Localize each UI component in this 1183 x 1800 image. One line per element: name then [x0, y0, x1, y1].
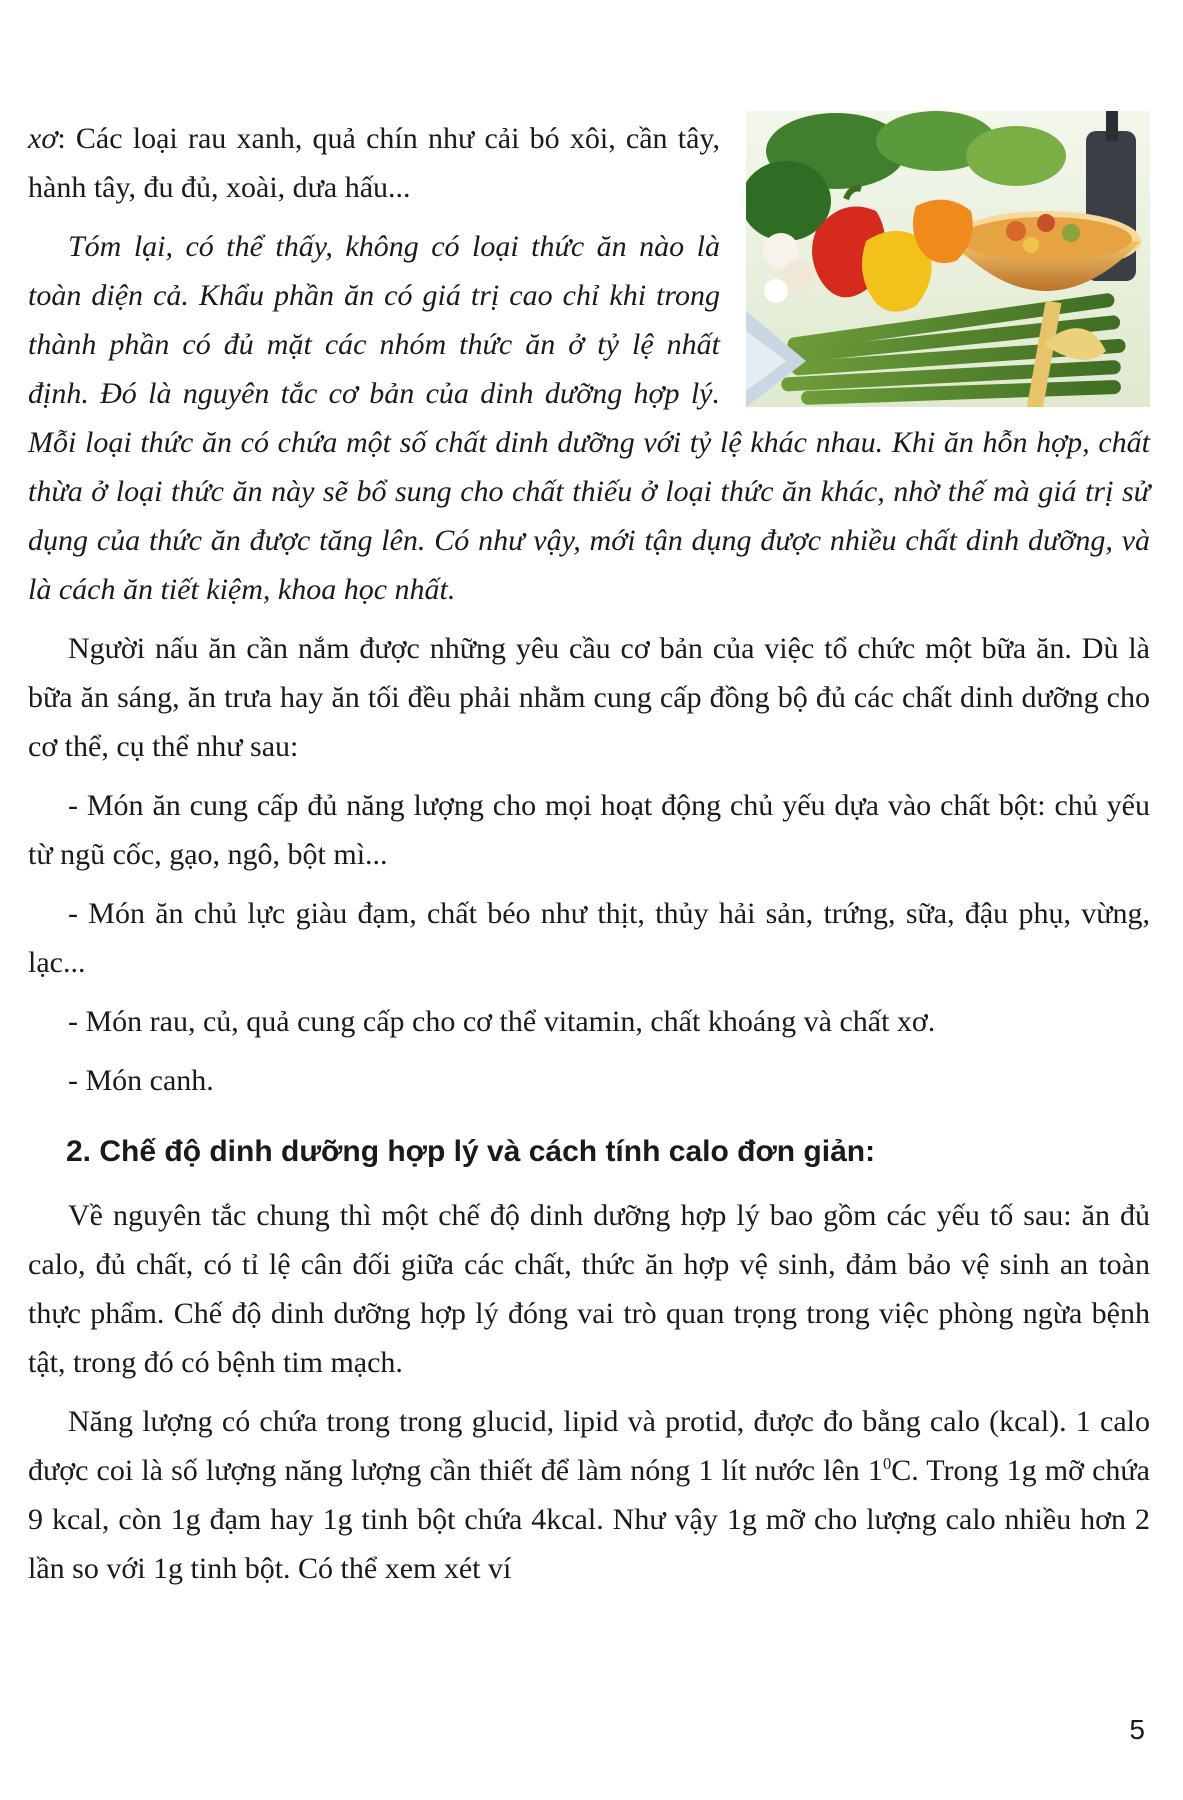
intro-rest: : Các loại rau xanh, quả chín như cải bó xôi, cần tây, hành tây, đu đủ, xoài, dưa hấu... — [28, 122, 720, 204]
degree-superscript: 0 — [882, 1454, 892, 1473]
meal-item-3: - Món rau, củ, quả cung cấp cho cơ thể vitamin, chất khoáng và chất xơ. — [68, 1005, 936, 1038]
meal-paragraph: Người nấu ăn cần nắm được những yêu cầu cơ bản của việc tổ chức một bữa ăn. Dù là bữa ăn sáng, ăn trưa hay ăn tối đều phải nhằm cung cấp đồng bộ đủ các chất dinh dưỡng cho cơ thể, cụ thể như sau: — [28, 632, 1150, 763]
intro-paragraph-2: Tóm lại, có thể thấy, không có loại thức ăn nào là toàn diện cả. Khẩu phần ăn có giá trị cao chỉ khi trong thành phần có đủ mặt các nhóm thức ăn ở tỷ lệ nhất định. Đó là nguyên tắc cơ bản của dinh dưỡng hợp lý. Mỗi loại thức ăn có chứa một số chất dinh dưỡng với tỷ lệ khác nhau. Khi ăn hỗn hợp, chất thừa ở loại thức ăn này sẽ bổ sung cho chất thiếu ở loại thức ăn khác, nhờ thế mà giá trị sử dụng của thức ăn được tăng lên. Có như vậy, mới tận dụng được nhiều chất dinh dưỡng, và là cách ăn tiết kiệm, khoa học nhất. — [28, 230, 1150, 606]
section-paragraph-2 — [28, 1397, 1150, 1593]
energy-text-b: C. Trong 1g mỡ chứa 9 kcal, còn 1g đạm hay 1g tinh bột chứa 4kcal. Như vậy 1g mỡ cho lượng calo nhiều hơn 2 lần so với 1g tinh bột. Có thể xem xét ví — [28, 1454, 1150, 1585]
vegetables-illustration — [746, 111, 1150, 407]
section-heading: 2. Chế độ dinh dưỡng hợp lý và cách tính calo đơn giản: — [66, 1135, 876, 1168]
meal-item-4: - Món canh. — [68, 1064, 214, 1097]
intro-em: xơ — [28, 122, 58, 155]
energy-text-a: Năng lượng có chứa trong trong glucid, lipid và protid, được đo bằng calo (kcal). 1 calo được coi là số lượng năng lượng cần thiết để làm nóng 1 lít nước lên 1 — [28, 1405, 1150, 1487]
vegetables-photo — [746, 111, 1150, 407]
meal-item-1: - Món ăn cung cấp đủ năng lượng cho mọi hoạt động chủ yếu dựa vào chất bột: chủ yếu từ ngũ cốc, gạo, ngô, bột mì... — [28, 789, 1150, 871]
page-text — [28, 114, 1150, 1593]
meal-item-2: - Món ăn chủ lực giàu đạm, chất béo như thịt, thủy hải sản, trứng, sữa, đậu phụ, vừng, lạc... — [28, 897, 1150, 979]
section-paragraph-1: Về nguyên tắc chung thì một chế độ dinh dưỡng hợp lý bao gồm các yếu tố sau: ăn đủ calo, đủ chất, có tỉ lệ cân đối giữa các chất, thức ăn hợp vệ sinh, đảm bảo vệ sinh an toàn thực phẩm. Chế độ dinh dưỡng hợp lý đóng vai trò quan trọng trong việc phòng ngừa bệnh tật, trong đó có bệnh tim mạch. — [28, 1199, 1150, 1379]
page-number: 5 — [1129, 1714, 1145, 1745]
